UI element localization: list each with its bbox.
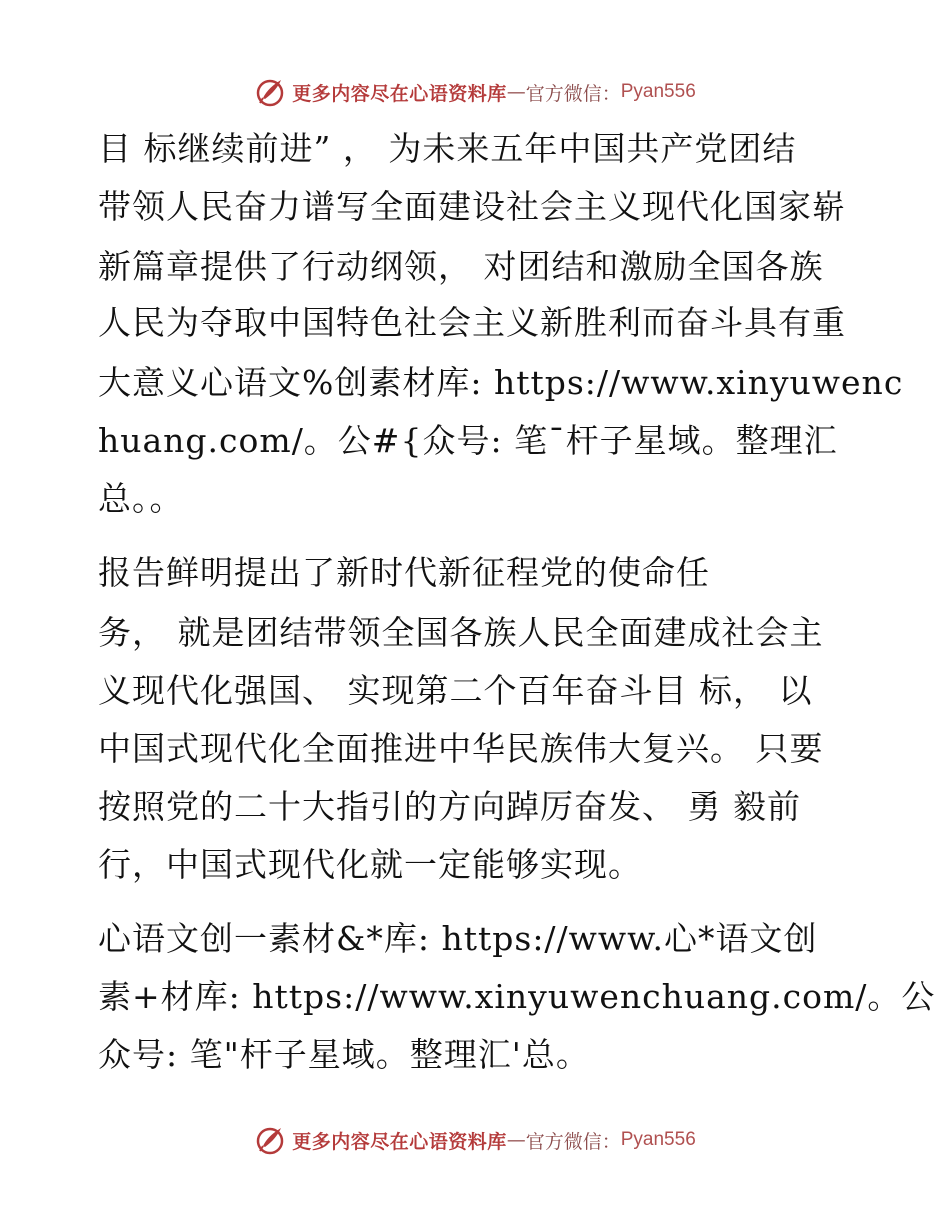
text-line: 报告鲜明提出了新时代新征程党的使命任 (98, 553, 710, 592)
footer-banner (0, 1120, 950, 1160)
text-line: 带领人民奋力谱写全面建设社会主义现代化国家崭 (98, 187, 846, 226)
banner-site-text: 更多内容尽在心语资料库 (292, 1130, 507, 1153)
text-line: 按照党的二十大指引的方向踔厉奋发、 勇 毅前 (98, 787, 801, 826)
text-line: 义现代化强国、 实现第二个百年奋斗目 标， 以 (98, 671, 813, 710)
text-line: 务， 就是团结带领全国各族人民全面建成社会主 (98, 613, 824, 652)
banner-site-text: 更多内容尽在心语资料库 (292, 82, 507, 105)
text-line: 中国式现代化全面推进中华民族伟大复兴。 只要 (98, 729, 824, 768)
text-line: 行，中国式现代化就一定能够实现。 (98, 845, 642, 884)
text-line: 大意义心语文%创素材库: https://www.xinyuwenc (98, 363, 904, 402)
text-line: 新篇章提供了行动纲领， 对团结和激励全国各族 (98, 247, 824, 286)
text-line: 素+材库: https://www.xinyuwenchuang.com/。公 (98, 977, 936, 1016)
header-banner (0, 72, 950, 112)
banner-separator: — (506, 81, 526, 103)
banner-wechat-id: Pyan556 (620, 81, 696, 102)
banner-separator: — (506, 1129, 526, 1151)
quill-circle-logo-icon (254, 76, 286, 108)
banner-wechat-id: Pyan556 (620, 1129, 696, 1150)
text-line: 心语文创一素材&*库: https://www.心*语文创 (98, 919, 818, 958)
banner-wechat-label: 官方微信： (525, 82, 621, 105)
quill-circle-logo-icon (254, 1124, 286, 1156)
text-line: 众号: 笔"杆子星域。整理汇'总。 (98, 1035, 590, 1074)
text-line: huang.com/。公#{众号: 笔¯杆子星域。整理汇 (98, 421, 838, 460)
text-line: 人民为夺取中国特色社会主义新胜利而奋斗具有重 (98, 303, 846, 342)
banner-wechat-label: 官方微信： (525, 1130, 621, 1153)
text-line: 总。。 (98, 479, 184, 518)
text-line: 目 标继续前进” ， 为未来五年中国共产党团结 (98, 129, 797, 168)
